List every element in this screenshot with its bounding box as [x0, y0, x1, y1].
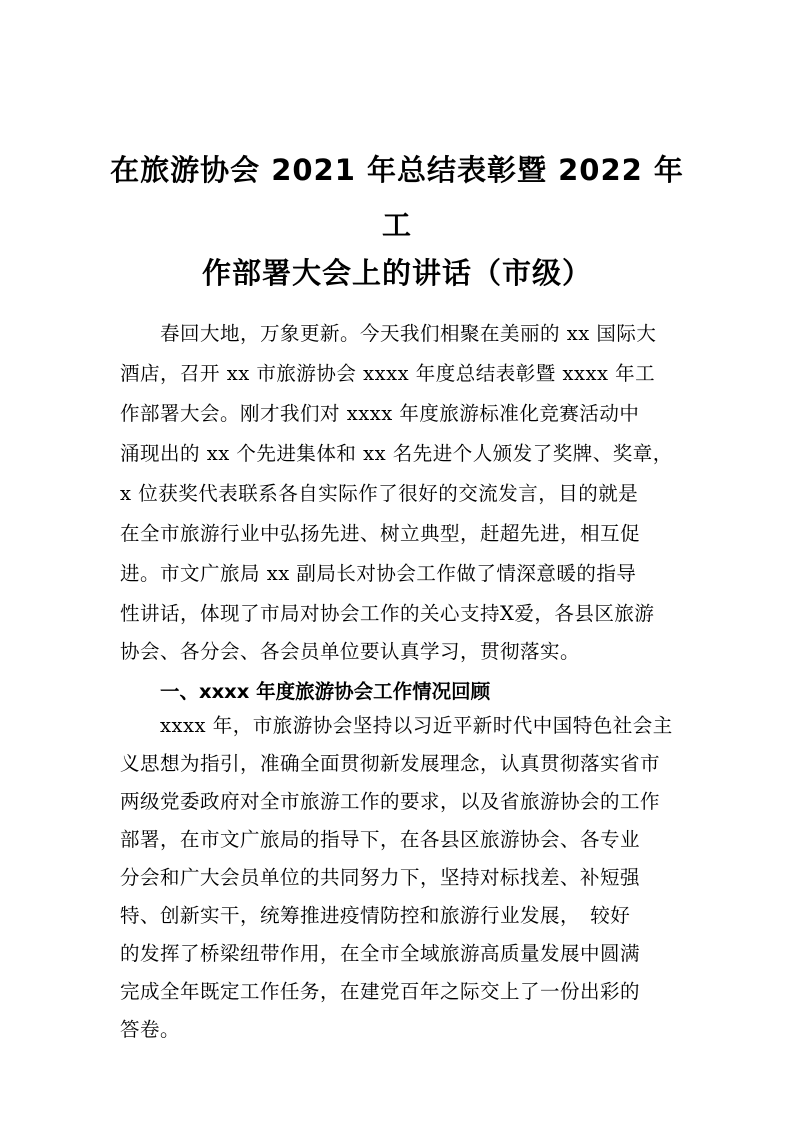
paragraph-line: 春回大地，万象更新。今天我们相聚在美丽的 xx 国际大	[120, 322, 657, 345]
paragraph-line: 在全市旅游行业中弘扬先进、树立典型，赶超先进，相互促	[120, 522, 641, 545]
paragraph-line: 的发挥了桥梁纽带作用，在全市全域旅游高质量发展中圆满	[120, 942, 641, 965]
paragraph-line: xxxx 年，市旅游协会坚持以习近平新时代中国特色社会主	[120, 714, 673, 737]
paragraph-line: 义思想为指引，准确全面贯彻新发展理念，认真贯彻落实省市	[120, 752, 661, 775]
paragraph-line: 进。市文广旅局 xx 副局长对协会工作做了情深意暖的指导	[120, 562, 637, 585]
section-heading-1: 一、xxxx 年度旅游协会工作情况回顾	[160, 680, 491, 703]
title-line-1: 在旅游协会 2021 年总结表彰暨 2022 年	[110, 153, 684, 187]
paragraph-line: 涌现出的 xx 个先进集体和 xx 名先进个人颁发了奖牌、奖章，	[120, 442, 673, 465]
paragraph-line: 酒店，召开 xx 市旅游协会 xxxx 年度总结表彰暨 xxxx 年工	[120, 362, 656, 385]
title-line-2: 工	[381, 208, 412, 242]
paragraph-line: 协会、各分会、各会员单位要认真学习，贯彻落实。	[120, 640, 581, 663]
paragraph-line: x 位获奖代表联系各自实际作了很好的交流发言，目的就是	[120, 482, 639, 505]
paragraph-line: 答卷。	[120, 1018, 181, 1041]
paragraph-line: 特、创新实干，统筹推进疫情防控和旅游行业发展， 较好	[120, 904, 631, 927]
paragraph-line: 完成全年既定工作任务，在建党百年之际交上了一份出彩的	[120, 980, 641, 1003]
paragraph-line: 作部署大会。刚才我们对 xxxx 年度旅游标准化竞赛活动中	[120, 402, 640, 425]
title-line-3: 作部署大会上的讲话（市级）	[201, 256, 592, 290]
paragraph-line: 性讲话，体现了市局对协会工作的关心支持X爱，各县区旅游	[120, 602, 655, 625]
paragraph-line: 部署，在市文广旅局的指导下，在各县区旅游协会、各专业	[120, 828, 641, 851]
paragraph-line: 分会和广大会员单位的共同努力下，坚持对标找差、补短强	[120, 866, 641, 889]
paragraph-line: 两级党委政府对全市旅游工作的要求，以及省旅游协会的工作	[120, 790, 661, 813]
